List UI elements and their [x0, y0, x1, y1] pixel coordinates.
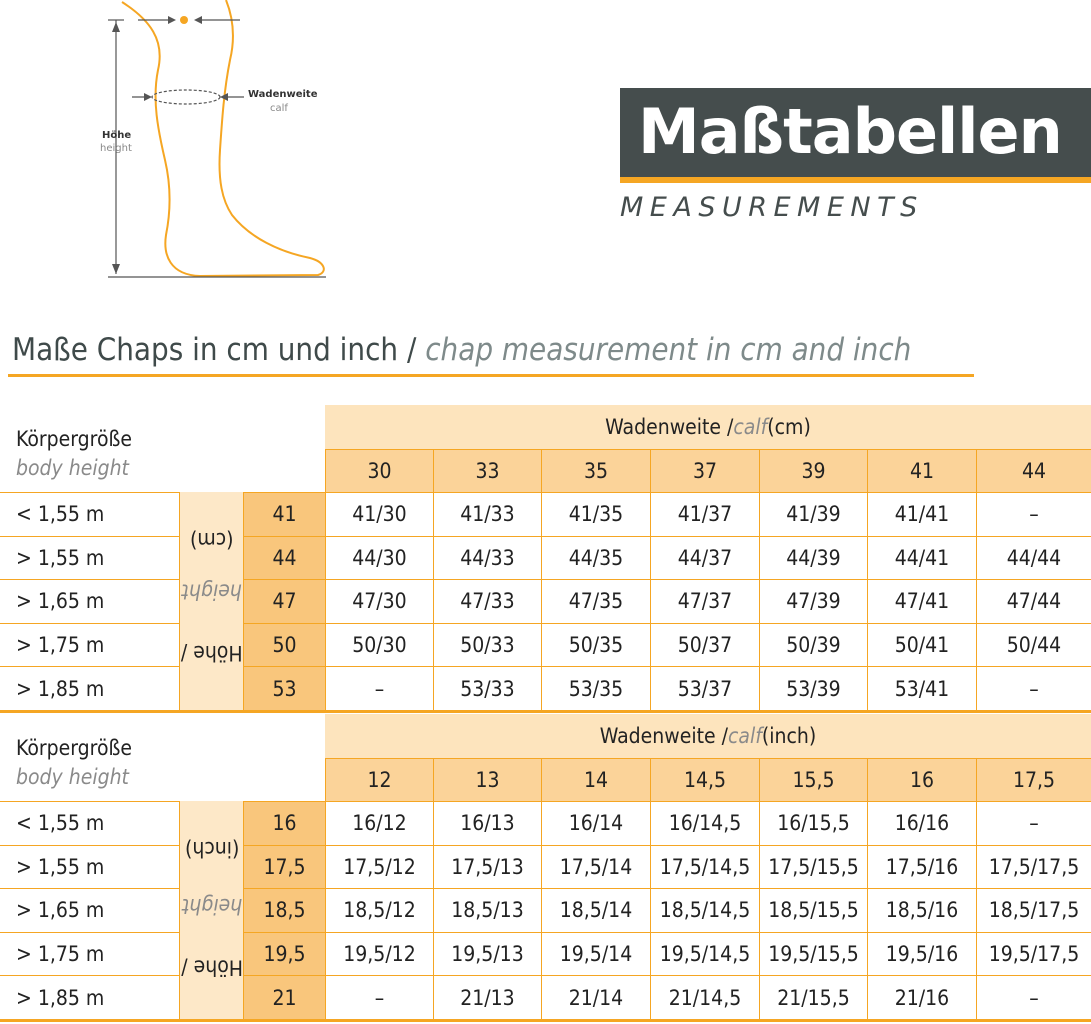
- height-side-label: [179, 492, 244, 710]
- measurement-cell: 53/35: [541, 666, 650, 710]
- leg-diagram: [0, 0, 360, 290]
- height-side-en: height: [181, 894, 243, 919]
- heading-en: chap measurement in cm and inch: [425, 332, 912, 368]
- measurement-cell: 50/35: [541, 623, 650, 667]
- height-value-cell: 17,5: [243, 845, 325, 889]
- calf-column-header: 12: [325, 758, 433, 801]
- measurement-cell: 47/30: [325, 579, 433, 623]
- legend-calf-de: Wadenweite: [248, 89, 318, 100]
- calf-column-header: 37: [650, 449, 759, 492]
- body-height-cell: < 1,55 m: [0, 492, 179, 536]
- measurement-cell: 50/41: [867, 623, 976, 667]
- body-height-en: body height: [16, 456, 129, 480]
- table-bottom-divider: [0, 1019, 1091, 1022]
- measurement-cell: –: [325, 975, 433, 1019]
- height-side-text: [181, 518, 243, 684]
- measurement-cell: 19,5/17,5: [976, 932, 1091, 976]
- measurement-cell: 18,5/13: [433, 888, 541, 932]
- heading-underline: [8, 374, 974, 377]
- measurement-cell: 18,5/16: [867, 888, 976, 932]
- height-side-unit: (inch): [184, 837, 240, 862]
- height-side-de: Höhe /: [181, 955, 243, 980]
- measurement-cell: 16/16: [867, 801, 976, 845]
- body-height-cell: > 1,85 m: [0, 666, 179, 710]
- measurement-cell: 53/39: [759, 666, 867, 710]
- height-value-cell: 53: [243, 666, 325, 710]
- measurement-cell: 18,5/17,5: [976, 888, 1091, 932]
- height-value-cell: 50: [243, 623, 325, 667]
- measurement-cell: 16/15,5: [759, 801, 867, 845]
- height-value-cell: 18,5: [243, 888, 325, 932]
- measurement-cell: 41/30: [325, 492, 433, 536]
- calf-column-header: 44: [976, 449, 1091, 492]
- height-side-de: Höhe /: [181, 640, 243, 665]
- measurement-cell: 16/14,5: [650, 801, 759, 845]
- measurement-cell: 21/14,5: [650, 975, 759, 1019]
- calf-column-header: 13: [433, 758, 541, 801]
- measurement-cell: 19,5/12: [325, 932, 433, 976]
- height-side-label: [179, 801, 244, 1019]
- measurement-cell: –: [976, 666, 1091, 710]
- measurement-cell: 41/33: [433, 492, 541, 536]
- measurement-cell: 50/33: [433, 623, 541, 667]
- measurement-cell: 21/13: [433, 975, 541, 1019]
- measurement-cell: 47/35: [541, 579, 650, 623]
- measurement-cell: 17,5/14,5: [650, 845, 759, 889]
- height-dot-icon: [180, 16, 188, 24]
- body-height-cell: > 1,65 m: [0, 888, 179, 932]
- measurement-cell: 17,5/12: [325, 845, 433, 889]
- measurement-cell: 44/41: [867, 536, 976, 580]
- measurement-cell: 44/30: [325, 536, 433, 580]
- calf-column-header: 14,5: [650, 758, 759, 801]
- legend-height-de: Höhe: [102, 130, 132, 141]
- calf-header-unit: (inch): [761, 724, 817, 748]
- calf-measure-icon: [152, 90, 220, 104]
- measurement-cell: 50/44: [976, 623, 1091, 667]
- calf-column-header: 14: [541, 758, 650, 801]
- measurement-cell: 44/39: [759, 536, 867, 580]
- body-height-de: Körpergröße: [16, 736, 133, 760]
- calf-header-de: Wadenweite /: [605, 415, 734, 439]
- calf-column-header: 41: [867, 449, 976, 492]
- body-height-cell: > 1,65 m: [0, 579, 179, 623]
- measurement-cell: 17,5/13: [433, 845, 541, 889]
- height-value-cell: 21: [243, 975, 325, 1019]
- measurement-cell: 16/14: [541, 801, 650, 845]
- measurement-cell: 44/33: [433, 536, 541, 580]
- body-height-en: body height: [16, 765, 129, 789]
- banner-title: Maßtabellen: [638, 95, 1062, 168]
- measurement-cell: 21/15,5: [759, 975, 867, 1019]
- calf-column-header: 35: [541, 449, 650, 492]
- body-height-cell: > 1,55 m: [0, 536, 179, 580]
- measurement-cell: 53/33: [433, 666, 541, 710]
- calf-header-en: calf: [733, 415, 768, 439]
- height-value-cell: 19,5: [243, 932, 325, 976]
- body-height-cell: > 1,75 m: [0, 932, 179, 976]
- legend-height-en: height: [100, 143, 132, 154]
- calf-header-en: calf: [728, 724, 762, 748]
- measurement-cell: 17,5/17,5: [976, 845, 1091, 889]
- banner-subtitle: MEASUREMENTS: [620, 192, 924, 223]
- height-side-text: [181, 822, 243, 998]
- measurement-cell: 19,5/14: [541, 932, 650, 976]
- measurement-cell: 50/37: [650, 623, 759, 667]
- height-value-cell: 44: [243, 536, 325, 580]
- body-height-cell: > 1,55 m: [0, 845, 179, 889]
- calf-header: [325, 714, 1091, 758]
- measurement-cell: 47/37: [650, 579, 759, 623]
- table-bottom-divider: [0, 710, 1091, 713]
- measurement-cell: 41/37: [650, 492, 759, 536]
- height-value-cell: 41: [243, 492, 325, 536]
- height-side-unit: (cm): [190, 528, 234, 553]
- measurement-cell: 17,5/16: [867, 845, 976, 889]
- calf-header: [325, 405, 1091, 449]
- measurement-table: [0, 714, 1091, 1024]
- measurement-cell: –: [325, 666, 433, 710]
- measurement-cell: –: [976, 801, 1091, 845]
- measurement-cell: 18,5/14,5: [650, 888, 759, 932]
- measurement-cell: 18,5/15,5: [759, 888, 867, 932]
- measurement-cell: 44/44: [976, 536, 1091, 580]
- body-height-cell: < 1,55 m: [0, 801, 179, 845]
- height-value-cell: 47: [243, 579, 325, 623]
- body-height-de: Körpergröße: [16, 427, 133, 451]
- measurement-cell: 47/44: [976, 579, 1091, 623]
- calf-header-de: Wadenweite /: [599, 724, 729, 748]
- measurement-cell: 17,5/15,5: [759, 845, 867, 889]
- heading-de: Maße Chaps in cm und inch /: [12, 332, 426, 368]
- body-height-cell: > 1,75 m: [0, 623, 179, 667]
- measurement-cell: 41/41: [867, 492, 976, 536]
- calf-column-header: 30: [325, 449, 433, 492]
- calf-column-header: 16: [867, 758, 976, 801]
- body-height-cell: > 1,85 m: [0, 975, 179, 1019]
- measurement-cell: 19,5/14,5: [650, 932, 759, 976]
- measurement-cell: 41/35: [541, 492, 650, 536]
- measurement-cell: 41/39: [759, 492, 867, 536]
- measurement-cell: 53/37: [650, 666, 759, 710]
- measurement-cell: 44/35: [541, 536, 650, 580]
- measurement-cell: 19,5/15,5: [759, 932, 867, 976]
- height-value-cell: 16: [243, 801, 325, 845]
- leg-outline: [122, 0, 324, 276]
- measurement-cell: 44/37: [650, 536, 759, 580]
- legend-calf-en: calf: [270, 103, 288, 114]
- measurement-cell: –: [976, 492, 1091, 536]
- measurement-cell: 17,5/14: [541, 845, 650, 889]
- calf-header-unit: (cm): [767, 415, 811, 439]
- height-side-en: height: [181, 579, 243, 604]
- measurement-cell: 47/39: [759, 579, 867, 623]
- calf-column-header: 15,5: [759, 758, 867, 801]
- measurement-cell: 47/33: [433, 579, 541, 623]
- measurement-cell: 18,5/12: [325, 888, 433, 932]
- body-height-label: [16, 425, 132, 483]
- measurement-cell: 19,5/16: [867, 932, 976, 976]
- title-banner: [620, 88, 1091, 183]
- body-height-label: [16, 734, 132, 792]
- measurement-cell: 50/39: [759, 623, 867, 667]
- calf-column-header: 39: [759, 449, 867, 492]
- measurement-table: [0, 405, 1091, 715]
- page-heading: [12, 332, 911, 368]
- measurement-cell: 16/13: [433, 801, 541, 845]
- measurement-cell: 47/41: [867, 579, 976, 623]
- measurement-cell: 21/14: [541, 975, 650, 1019]
- measurement-cell: –: [976, 975, 1091, 1019]
- calf-column-header: 33: [433, 449, 541, 492]
- calf-column-header: 17,5: [976, 758, 1091, 801]
- measurement-cell: 53/41: [867, 666, 976, 710]
- measurement-cell: 18,5/14: [541, 888, 650, 932]
- measurement-cell: 21/16: [867, 975, 976, 1019]
- measurement-cell: 50/30: [325, 623, 433, 667]
- measurement-cell: 16/12: [325, 801, 433, 845]
- measurement-cell: 19,5/13: [433, 932, 541, 976]
